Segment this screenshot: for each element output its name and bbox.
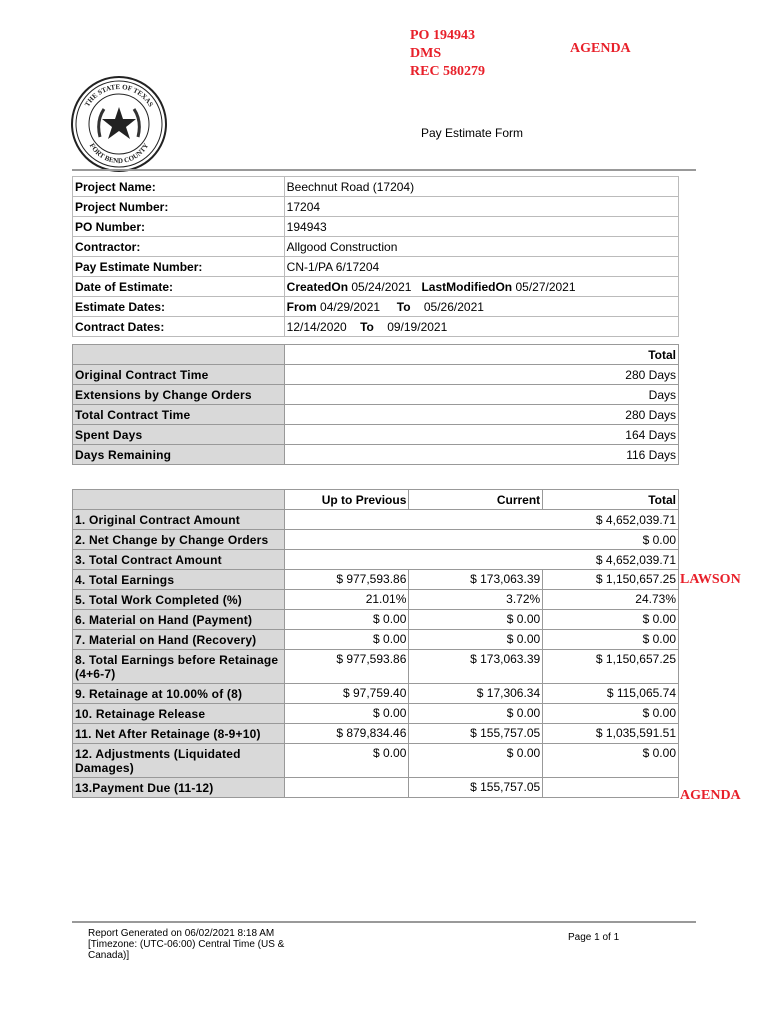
money-row-label: 7. Material on Hand (Recovery) xyxy=(73,630,285,650)
project-info-table xyxy=(72,176,679,337)
contract-dates-label: Contract Dates: xyxy=(73,317,285,337)
money-row-label: 2. Net Change by Change Orders xyxy=(73,530,285,550)
header-up-to-previous: Up to Previous xyxy=(284,490,409,510)
money-row-label: 5. Total Work Completed (%) xyxy=(73,590,285,610)
money-row-current: $ 0.00 xyxy=(409,610,543,630)
money-row-previous: $ 977,593.86 xyxy=(284,570,409,590)
page-number: Page 1 of 1 xyxy=(568,932,620,943)
contract-dates-row xyxy=(73,317,679,337)
money-row-current: 3.72% xyxy=(409,590,543,610)
project-info-label: Contractor: xyxy=(73,237,285,257)
time-row-value: 280 Days xyxy=(284,365,678,385)
money-row-total: $ 1,035,591.51 xyxy=(543,724,679,744)
modified-date: 05/27/2021 xyxy=(515,279,576,294)
money-row xyxy=(73,704,679,724)
county-seal-icon xyxy=(70,75,168,173)
money-row-label: 6. Material on Hand (Payment) xyxy=(73,610,285,630)
project-info-value: Beechnut Road (17204) xyxy=(284,177,678,197)
divider-top xyxy=(72,169,696,171)
money-row-total: 24.73% xyxy=(543,590,679,610)
contract-time-table xyxy=(72,344,679,465)
timezone-text: [Timezone: (UTC-06:00) Central Time (US & xyxy=(88,939,285,950)
generated-text: Report Generated on 06/02/2021 8:18 AM xyxy=(88,928,275,939)
time-row-value: 164 Days xyxy=(284,425,678,445)
money-row-total: $ 115,065.74 xyxy=(543,684,679,704)
estimate-dates-row xyxy=(73,297,679,317)
money-row xyxy=(73,590,679,610)
money-row-current: $ 173,063.39 xyxy=(409,570,543,590)
money-row-previous: $ 0.00 xyxy=(284,744,409,778)
project-info-label: Project Name: xyxy=(73,177,285,197)
dms-stamp: DMS xyxy=(410,46,442,61)
time-row xyxy=(73,365,679,385)
money-row-label: 3. Total Contract Amount xyxy=(73,550,285,570)
time-row-value: 280 Days xyxy=(284,405,678,425)
project-info-label: PO Number: xyxy=(73,217,285,237)
money-row xyxy=(73,724,679,744)
money-row-total: $ 1,150,657.25 xyxy=(543,570,679,590)
money-row-label: 9. Retainage at 10.00% of (8) xyxy=(73,684,285,704)
project-info-row xyxy=(73,237,679,257)
modified-label: LastModifiedOn xyxy=(421,279,513,294)
contract-to-label: To xyxy=(360,319,374,334)
rec-stamp: REC 580279 xyxy=(410,64,486,79)
time-row xyxy=(73,385,679,405)
money-header-row xyxy=(73,490,679,510)
money-row-previous: $ 0.00 xyxy=(284,610,409,630)
money-row-total: $ 0.00 xyxy=(284,530,678,550)
money-row-current: $ 155,757.05 xyxy=(409,778,543,798)
time-row-value: Days xyxy=(284,385,678,405)
money-row xyxy=(73,744,679,778)
to-label: To xyxy=(396,299,411,314)
money-row-total xyxy=(543,778,679,798)
time-row-label: Total Contract Time xyxy=(73,405,285,425)
money-row-previous: $ 97,759.40 xyxy=(284,684,409,704)
contract-end-date: 09/19/2021 xyxy=(387,319,448,334)
money-row-total: $ 4,652,039.71 xyxy=(284,550,678,570)
agenda-stamp-bottom: AGENDA xyxy=(680,788,741,803)
time-header-total: Total xyxy=(284,345,678,365)
money-row xyxy=(73,778,679,798)
svg-text:FORT BEND COUNTY: FORT BEND COUNTY xyxy=(87,141,151,166)
money-row-label: 10. Retainage Release xyxy=(73,704,285,724)
header-total: Total xyxy=(543,490,679,510)
time-header-row xyxy=(73,345,679,365)
from-date: 04/29/2021 xyxy=(320,299,381,314)
created-label: CreatedOn xyxy=(286,279,349,294)
money-row-previous: $ 977,593.86 xyxy=(284,650,409,684)
project-info-label: Project Number: xyxy=(73,197,285,217)
date-of-estimate-value xyxy=(284,277,678,297)
money-row-total: $ 0.00 xyxy=(543,704,679,724)
money-row xyxy=(73,570,679,590)
time-row-value: 116 Days xyxy=(284,445,678,465)
money-row-current: $ 0.00 xyxy=(409,630,543,650)
money-row xyxy=(73,630,679,650)
money-row-previous: $ 0.00 xyxy=(284,630,409,650)
money-header-blank xyxy=(73,490,285,510)
from-label: From xyxy=(286,299,317,314)
money-row xyxy=(73,650,679,684)
form-title: Pay Estimate Form xyxy=(421,126,524,140)
to-date: 05/26/2021 xyxy=(423,299,484,314)
date-of-estimate-row xyxy=(73,277,679,297)
report-generated-note xyxy=(88,928,308,960)
project-info-row xyxy=(73,217,679,237)
date-of-estimate-label: Date of Estimate: xyxy=(73,277,285,297)
money-row-total: $ 0.00 xyxy=(543,610,679,630)
project-info-row xyxy=(73,177,679,197)
contract-start-date: 12/14/2020 xyxy=(286,319,347,334)
time-row-label: Original Contract Time xyxy=(73,365,285,385)
money-row-label: 8. Total Earnings before Retainage (4+6-7) xyxy=(73,650,285,684)
time-row xyxy=(73,425,679,445)
time-row-label: Days Remaining xyxy=(73,445,285,465)
lawson-stamp: LAWSON xyxy=(680,572,741,587)
money-row-current: $ 155,757.05 xyxy=(409,724,543,744)
project-info-value: Allgood Construction xyxy=(284,237,678,257)
project-info-row xyxy=(73,257,679,277)
time-row-label: Extensions by Change Orders xyxy=(73,385,285,405)
money-row-total: $ 1,150,657.25 xyxy=(543,650,679,684)
svg-text:THE STATE OF TEXAS: THE STATE OF TEXAS xyxy=(83,82,155,109)
project-info-label: Pay Estimate Number: xyxy=(73,257,285,277)
estimate-dates-value xyxy=(284,297,678,317)
project-info-value: 17204 xyxy=(284,197,678,217)
po-stamp: PO 194943 xyxy=(410,28,475,43)
money-row-label: 1. Original Contract Amount xyxy=(73,510,285,530)
project-info-value: CN-1/PA 6/17204 xyxy=(284,257,678,277)
header-current: Current xyxy=(409,490,543,510)
agenda-stamp-top: AGENDA xyxy=(570,41,631,56)
time-row xyxy=(73,405,679,425)
money-row-current: $ 173,063.39 xyxy=(409,650,543,684)
time-header-blank xyxy=(73,345,285,365)
divider-bottom xyxy=(72,921,696,923)
money-row-current: $ 17,306.34 xyxy=(409,684,543,704)
stamp-block xyxy=(410,27,485,81)
money-row-current: $ 0.00 xyxy=(409,744,543,778)
money-row-previous xyxy=(284,778,409,798)
contract-dates-value xyxy=(284,317,678,337)
money-row xyxy=(73,530,679,550)
project-info-row xyxy=(73,197,679,217)
money-row-current: $ 0.00 xyxy=(409,704,543,724)
time-row xyxy=(73,445,679,465)
money-row-total: $ 4,652,039.71 xyxy=(284,510,678,530)
money-row xyxy=(73,510,679,530)
payment-summary-table xyxy=(72,489,679,798)
money-row-label: 12. Adjustments (Liquidated Damages) xyxy=(73,744,285,778)
money-row-previous: $ 0.00 xyxy=(284,704,409,724)
money-row-label: 13.Payment Due (11-12) xyxy=(73,778,285,798)
money-row-label: 11. Net After Retainage (8-9+10) xyxy=(73,724,285,744)
created-date: 05/24/2021 xyxy=(351,279,412,294)
money-row-previous: 21.01% xyxy=(284,590,409,610)
money-row xyxy=(73,610,679,630)
money-row-total: $ 0.00 xyxy=(543,630,679,650)
money-row xyxy=(73,684,679,704)
money-row-label: 4. Total Earnings xyxy=(73,570,285,590)
money-row-total: $ 0.00 xyxy=(543,744,679,778)
estimate-dates-label: Estimate Dates: xyxy=(73,297,285,317)
time-row-label: Spent Days xyxy=(73,425,285,445)
money-row xyxy=(73,550,679,570)
project-info-value: 194943 xyxy=(284,217,678,237)
money-row-previous: $ 879,834.46 xyxy=(284,724,409,744)
timezone-text-2: Canada)] xyxy=(88,950,130,960)
